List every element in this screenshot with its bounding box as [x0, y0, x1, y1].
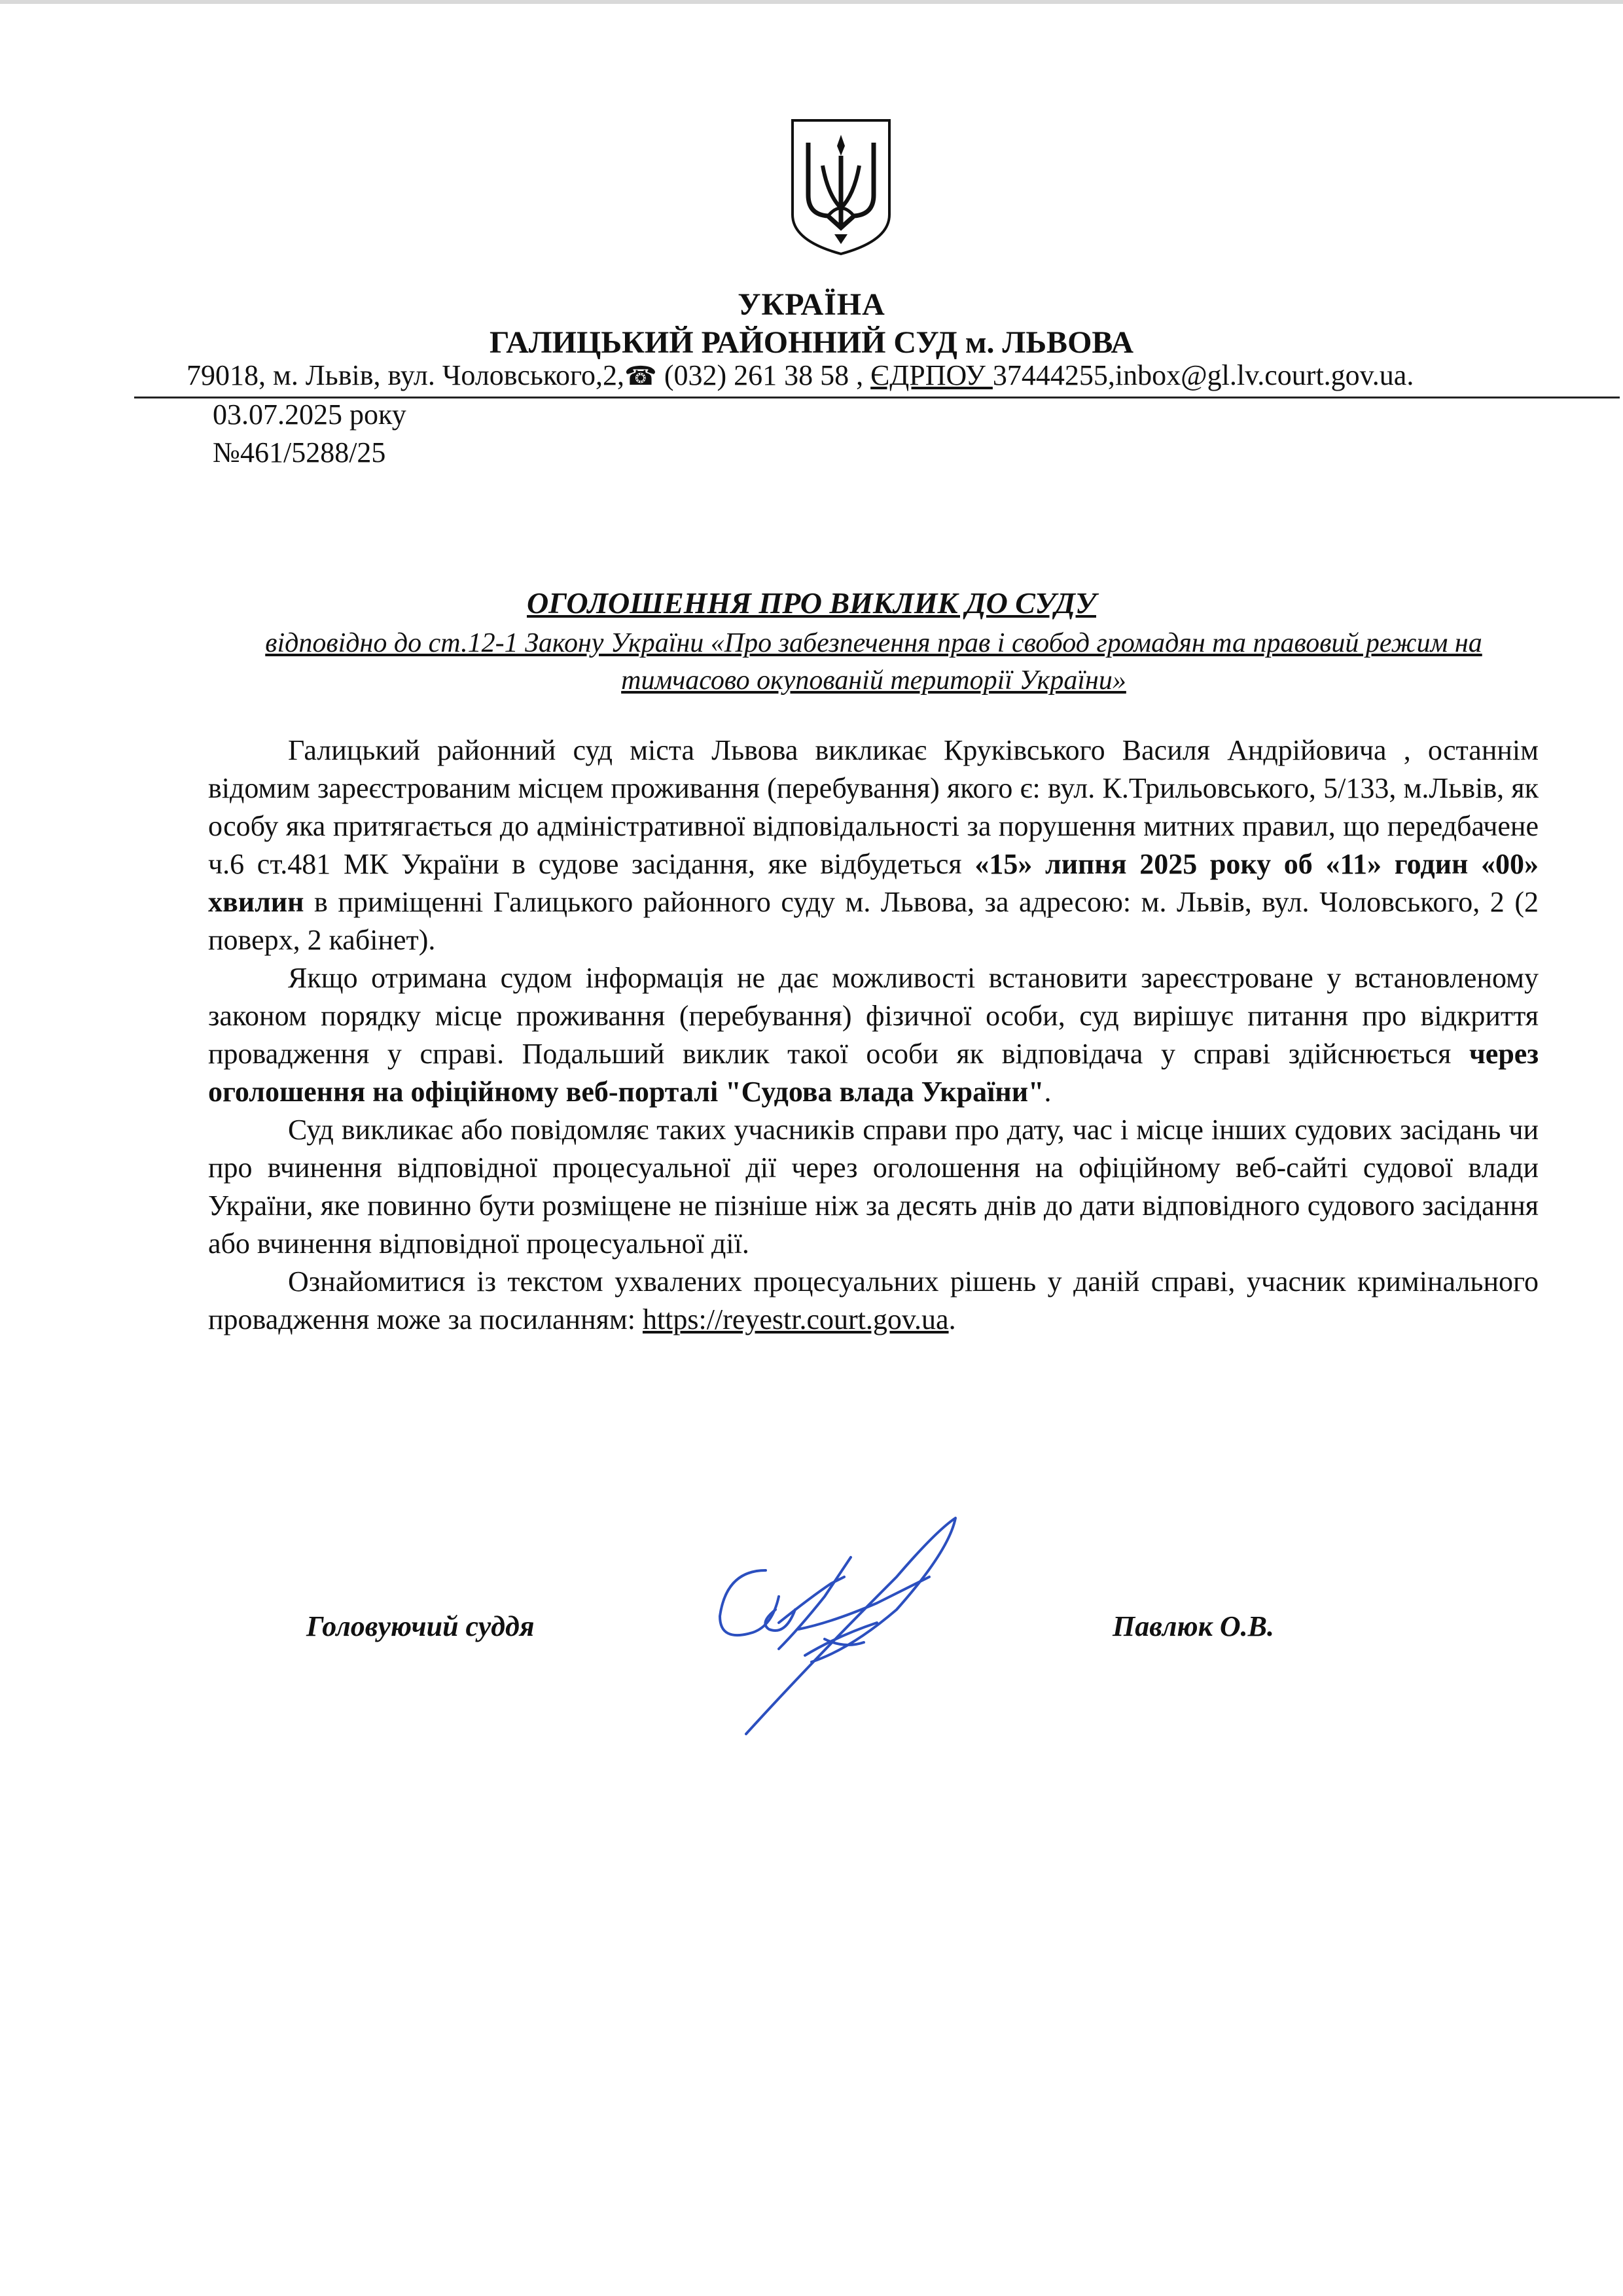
paragraph-decisions-access — [208, 1263, 1539, 1339]
case-number: №461/5288/25 — [213, 436, 386, 468]
handwritten-signature — [681, 1498, 988, 1760]
hearing-location: в приміщенні Галицького районного суду м. Львова, за адресою: м. Львів, вул. Чоловського, 2 (2 поверх, 2 кабінет). — [208, 886, 1539, 956]
paragraph-final-mark: . — [948, 1303, 956, 1335]
document-date: 03.07.2025 року — [213, 398, 406, 431]
paragraph-end-mark: . — [1044, 1076, 1052, 1108]
court-address-line — [187, 359, 1414, 392]
court-address: 79018, м. Львів, вул. Чоловського,2, — [187, 359, 625, 391]
paragraph-notification: Суд викликає або повідомляє таких учасників справи про дату, час і місце інших судових засідань чи про вчинення відповідної процесуальної дії через оголошення на офіційному веб-сайті судової влади України, яке повинно бути розміщене не пізніше ніж за десять днів до дати відповідного судового засідання або вчинення відповідної процесуальної дії. — [208, 1114, 1539, 1260]
registry-link[interactable]: https://reyestr.court.gov.ua — [642, 1303, 949, 1335]
paragraph-summons-text: Галицький районний суд міста Львова викликає Круківського Василя Андрійовича , останнім відомим зареєстрованим місцем проживання (перебування) якого є: вул. К.Трильовського, 5/133, м.Львів, як особу яка притягається до адміністративної відповідальності за порушення митних правил, що передбачене ч.6 ст.481 МК України в судове засідання, яке відбудеться — [208, 734, 1539, 880]
court-phone: (032) 261 38 58 , — [656, 359, 871, 391]
telephone-icon: ☎ — [624, 361, 657, 391]
country-name: УКРАЇНА — [738, 287, 885, 322]
hearing-datetime: «15» липня 2025 року об «11» годин «00» хвилин — [208, 848, 1539, 918]
judge-role: Головуючий суддя — [306, 1610, 535, 1642]
scan-top-edge — [0, 0, 1623, 4]
edrpou-and-email: 37444255,inbox@gl.lv.court.gov.ua. — [992, 359, 1414, 391]
paragraph-address-unknown-text: Якщо отримана судом інформація не дає можливості встановити зареєстроване у встановленому законом порядку місце проживання (перебування) фізичної особи, суд вирішує питання про відкриття провадження у справі. Подальший виклик такої особи як відповідача у справі здійснюється — [208, 962, 1539, 1070]
notice-title: ОГОЛОШЕННЯ ПРО ВИКЛИК ДО СУДУ — [527, 586, 1096, 620]
judge-name: Павлюк О.В. — [1113, 1610, 1275, 1642]
trident-emblem-icon — [789, 116, 893, 257]
edrpou-label: ЄДРПОУ — [870, 359, 993, 391]
notice-body — [208, 732, 1539, 1339]
portal-notice: через оголошення на офіційному веб-порталі "Судова влада України" — [208, 1038, 1539, 1108]
paragraph-decisions-text: Ознайомитися із текстом ухвалених процесуальних рішень у даній справі, учасник кримінального провадження може за посиланням: — [208, 1265, 1539, 1335]
paragraph-address-unknown — [208, 959, 1539, 1111]
notice-legal-basis: відповідно до ст.12-1 Закону України «Про забезпечення прав і свобод громадян та правовий режим на тимчасово окупованій території України» — [265, 628, 1482, 696]
court-name: ГАЛИЦЬКИЙ РАЙОННИЙ СУД м. ЛЬВОВА — [489, 325, 1134, 360]
paragraph-summons — [208, 732, 1539, 959]
